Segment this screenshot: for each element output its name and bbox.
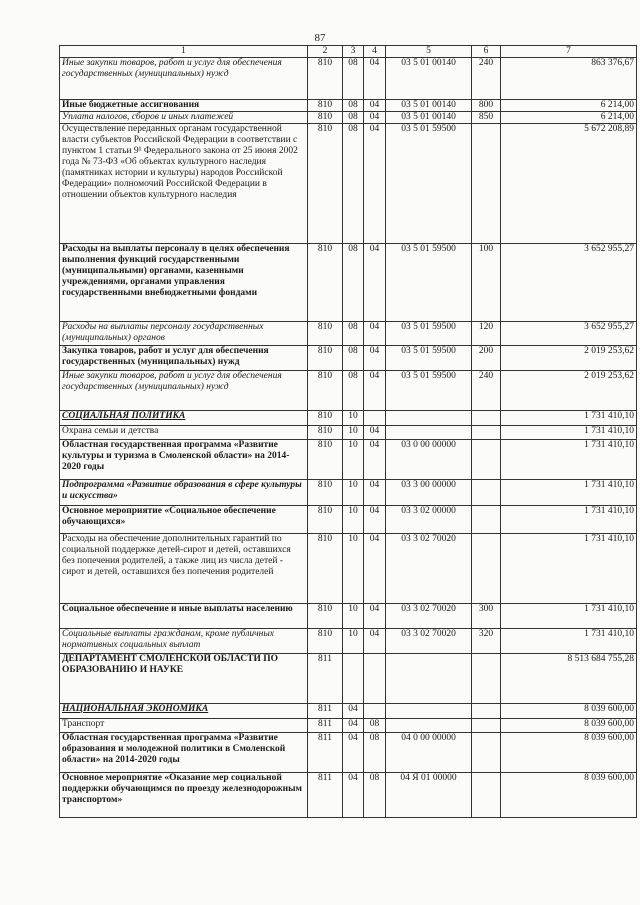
cell-target-article: 03 5 01 59500 bbox=[386, 244, 472, 322]
cell-subsection bbox=[364, 704, 386, 719]
cell-section: 04 bbox=[343, 719, 364, 733]
column-header: 1 bbox=[60, 46, 308, 58]
cell-expense-type bbox=[472, 411, 501, 426]
cell-subsection bbox=[364, 411, 386, 426]
cell-amount: 1 731 410,10 bbox=[501, 604, 637, 629]
cell-amount: 1 731 410,10 bbox=[501, 534, 637, 604]
cell-grbs: 810 bbox=[308, 604, 343, 629]
cell-subsection: 04 bbox=[364, 480, 386, 506]
cell-expense-type bbox=[472, 506, 501, 534]
cell-expense-type bbox=[472, 440, 501, 480]
table-row bbox=[60, 426, 637, 440]
cell-target-article: 03 3 02 70020 bbox=[386, 629, 472, 654]
cell-expense-type: 240 bbox=[472, 371, 501, 411]
table-row bbox=[60, 112, 637, 124]
cell-amount: 8 039 600,00 bbox=[501, 719, 637, 733]
row-name: СОЦИАЛЬНАЯ ПОЛИТИКА bbox=[60, 411, 308, 426]
cell-section: 08 bbox=[343, 58, 364, 100]
cell-expense-type: 100 bbox=[472, 244, 501, 322]
cell-target-article: 03 5 01 59500 bbox=[386, 371, 472, 411]
cell-amount: 1 731 410,10 bbox=[501, 426, 637, 440]
cell-target-article: 03 3 02 70020 bbox=[386, 604, 472, 629]
cell-section: 10 bbox=[343, 411, 364, 426]
cell-section: 08 bbox=[343, 322, 364, 346]
cell-grbs: 811 bbox=[308, 733, 343, 773]
cell-grbs: 810 bbox=[308, 322, 343, 346]
cell-target-article: 03 3 00 00000 bbox=[386, 480, 472, 506]
cell-section: 08 bbox=[343, 244, 364, 322]
cell-expense-type: 800 bbox=[472, 100, 501, 112]
cell-grbs: 811 bbox=[308, 704, 343, 719]
cell-grbs: 811 bbox=[308, 773, 343, 818]
table-row bbox=[60, 244, 637, 322]
row-name: Расходы на обеспечение дополнительных гарантий по социальной поддержке детей-сирот и детей, оставшихся без попечения родителей, а также лиц из числа детей - сирот и детей, оставшихся без попечения родителей bbox=[60, 534, 308, 604]
row-name: Расходы на выплаты персоналу в целях обеспечения выполнения функций государственными (муниципальными) органами, казенными учреждениями, органами управления государственными внебюджетными фондами bbox=[60, 244, 308, 322]
row-name: Подпрограмма «Развитие образования в сфере культуры и искусства» bbox=[60, 480, 308, 506]
cell-subsection: 04 bbox=[364, 506, 386, 534]
cell-amount: 3 652 955,27 bbox=[501, 322, 637, 346]
row-name: ДЕПАРТАМЕНТ СМОЛЕНСКОЙ ОБЛАСТИ ПО ОБРАЗОВАНИЮ И НАУКЕ bbox=[60, 654, 308, 704]
cell-expense-type bbox=[472, 534, 501, 604]
cell-target-article: 03 5 01 00140 bbox=[386, 100, 472, 112]
cell-section: 04 bbox=[343, 733, 364, 773]
row-name: Социальные выплаты гражданам, кроме публичных нормативных социальных выплат bbox=[60, 629, 308, 654]
cell-target-article: 04 Я 01 00000 bbox=[386, 773, 472, 818]
cell-subsection: 04 bbox=[364, 629, 386, 654]
cell-target-article bbox=[386, 411, 472, 426]
cell-subsection: 04 bbox=[364, 604, 386, 629]
cell-section: 08 bbox=[343, 124, 364, 244]
column-header: 4 bbox=[364, 46, 386, 58]
cell-subsection: 04 bbox=[364, 244, 386, 322]
row-name: НАЦИОНАЛЬНАЯ ЭКОНОМИКА bbox=[60, 704, 308, 719]
cell-target-article bbox=[386, 654, 472, 704]
cell-target-article: 03 3 02 00000 bbox=[386, 506, 472, 534]
column-header: 5 bbox=[386, 46, 472, 58]
table-row bbox=[60, 773, 637, 818]
cell-amount: 1 731 410,10 bbox=[501, 629, 637, 654]
cell-section: 08 bbox=[343, 371, 364, 411]
cell-amount: 1 731 410,10 bbox=[501, 411, 637, 426]
cell-target-article: 03 5 01 00140 bbox=[386, 112, 472, 124]
cell-section: 10 bbox=[343, 480, 364, 506]
row-name: Социальное обеспечение и иные выплаты населению bbox=[60, 604, 308, 629]
cell-grbs: 810 bbox=[308, 58, 343, 100]
cell-section: 08 bbox=[343, 100, 364, 112]
table-row bbox=[60, 346, 637, 371]
cell-section: 10 bbox=[343, 506, 364, 534]
column-header: 6 bbox=[472, 46, 501, 58]
cell-grbs: 810 bbox=[308, 480, 343, 506]
cell-subsection: 04 bbox=[364, 322, 386, 346]
cell-expense-type bbox=[472, 733, 501, 773]
cell-grbs: 810 bbox=[308, 346, 343, 371]
table-row bbox=[60, 629, 637, 654]
table-row bbox=[60, 411, 637, 426]
table-row bbox=[60, 654, 637, 704]
cell-subsection: 04 bbox=[364, 112, 386, 124]
cell-expense-type bbox=[472, 426, 501, 440]
cell-subsection: 04 bbox=[364, 440, 386, 480]
cell-grbs: 811 bbox=[308, 654, 343, 704]
cell-grbs: 810 bbox=[308, 426, 343, 440]
row-name: Иные закупки товаров, работ и услуг для обеспечения государственных (муниципальных) нужд bbox=[60, 58, 308, 100]
row-name: Охрана семьи и детства bbox=[60, 426, 308, 440]
cell-expense-type bbox=[472, 719, 501, 733]
cell-expense-type bbox=[472, 704, 501, 719]
table-header-row bbox=[60, 46, 637, 58]
cell-target-article: 03 5 01 59500 bbox=[386, 346, 472, 371]
cell-target-article: 03 0 00 00000 bbox=[386, 440, 472, 480]
cell-amount: 8 039 600,00 bbox=[501, 704, 637, 719]
cell-target-article: 03 5 01 00140 bbox=[386, 58, 472, 100]
cell-target-article bbox=[386, 426, 472, 440]
row-name: Иные закупки товаров, работ и услуг для обеспечения государственных (муниципальных) нужд bbox=[60, 371, 308, 411]
cell-section: 10 bbox=[343, 629, 364, 654]
cell-subsection: 04 bbox=[364, 124, 386, 244]
row-name: Иные бюджетные ассигнования bbox=[60, 100, 308, 112]
cell-target-article: 04 0 00 00000 bbox=[386, 733, 472, 773]
column-header: 2 bbox=[308, 46, 343, 58]
cell-expense-type: 200 bbox=[472, 346, 501, 371]
table-row bbox=[60, 534, 637, 604]
cell-subsection: 08 bbox=[364, 719, 386, 733]
cell-amount: 8 039 600,00 bbox=[501, 773, 637, 818]
cell-grbs: 810 bbox=[308, 534, 343, 604]
row-name: Осуществление переданных органам государственной власти субъектов Российской Федерации в соответствии с пунктом 1 статьи 9¹ Федерального закона от 25 июня 2002 года № 73-ФЗ «Об объектах культурного наследия (памятниках истории и культуры) народов Российской Федерации» полномочий Российской Федерации в отношении объектов культурного наследия bbox=[60, 124, 308, 244]
row-name: Областная государственная программа «Развитие образования и молодежной политики в Смоленской области» на 2014-2020 годы bbox=[60, 733, 308, 773]
cell-section: 10 bbox=[343, 426, 364, 440]
cell-expense-type: 850 bbox=[472, 112, 501, 124]
cell-grbs: 810 bbox=[308, 371, 343, 411]
column-header: 3 bbox=[343, 46, 364, 58]
cell-amount: 6 214,00 bbox=[501, 112, 637, 124]
table-row bbox=[60, 719, 637, 733]
cell-expense-type bbox=[472, 480, 501, 506]
cell-section bbox=[343, 654, 364, 704]
cell-amount: 5 672 208,89 bbox=[501, 124, 637, 244]
column-header: 7 bbox=[501, 46, 637, 58]
cell-grbs: 810 bbox=[308, 411, 343, 426]
cell-target-article: 03 3 02 70020 bbox=[386, 534, 472, 604]
row-name: Областная государственная программа «Развитие культуры и туризма в Смоленской области» на 2014-2020 годы bbox=[60, 440, 308, 480]
table-row bbox=[60, 506, 637, 534]
row-name: Транспорт bbox=[60, 719, 308, 733]
cell-section: 10 bbox=[343, 440, 364, 480]
cell-subsection: 04 bbox=[364, 346, 386, 371]
table-row bbox=[60, 604, 637, 629]
cell-grbs: 811 bbox=[308, 719, 343, 733]
cell-amount: 3 652 955,27 bbox=[501, 244, 637, 322]
table-row bbox=[60, 371, 637, 411]
cell-section: 04 bbox=[343, 773, 364, 818]
cell-amount: 2 019 253,62 bbox=[501, 371, 637, 411]
cell-amount: 8 039 600,00 bbox=[501, 733, 637, 773]
table-row bbox=[60, 440, 637, 480]
table-row bbox=[60, 322, 637, 346]
cell-section: 08 bbox=[343, 346, 364, 371]
cell-subsection: 04 bbox=[364, 58, 386, 100]
cell-expense-type bbox=[472, 124, 501, 244]
cell-amount: 1 731 410,10 bbox=[501, 506, 637, 534]
cell-amount: 1 731 410,10 bbox=[501, 480, 637, 506]
cell-grbs: 810 bbox=[308, 100, 343, 112]
cell-target-article: 03 5 01 59500 bbox=[386, 124, 472, 244]
cell-section: 10 bbox=[343, 604, 364, 629]
cell-expense-type bbox=[472, 654, 501, 704]
cell-grbs: 810 bbox=[308, 124, 343, 244]
cell-subsection: 04 bbox=[364, 426, 386, 440]
cell-amount: 1 731 410,10 bbox=[501, 440, 637, 480]
cell-target-article: 03 5 01 59500 bbox=[386, 322, 472, 346]
cell-amount: 6 214,00 bbox=[501, 100, 637, 112]
page-number: 87 bbox=[314, 32, 326, 44]
cell-expense-type: 320 bbox=[472, 629, 501, 654]
table-row bbox=[60, 733, 637, 773]
row-name: Расходы на выплаты персоналу государственных (муниципальных) органов bbox=[60, 322, 308, 346]
table-row bbox=[60, 704, 637, 719]
cell-section: 08 bbox=[343, 112, 364, 124]
row-name: Основное мероприятие «Социальное обеспечение обучающихся» bbox=[60, 506, 308, 534]
cell-subsection: 04 bbox=[364, 534, 386, 604]
budget-table bbox=[59, 45, 637, 818]
cell-section: 10 bbox=[343, 534, 364, 604]
cell-expense-type bbox=[472, 773, 501, 818]
cell-expense-type: 300 bbox=[472, 604, 501, 629]
cell-amount: 8 513 684 755,28 bbox=[501, 654, 637, 704]
cell-subsection: 08 bbox=[364, 773, 386, 818]
cell-subsection bbox=[364, 654, 386, 704]
cell-subsection: 04 bbox=[364, 371, 386, 411]
table-row bbox=[60, 124, 637, 244]
cell-grbs: 810 bbox=[308, 244, 343, 322]
cell-subsection: 04 bbox=[364, 100, 386, 112]
cell-amount: 863 376,67 bbox=[501, 58, 637, 100]
table-row bbox=[60, 100, 637, 112]
cell-expense-type: 120 bbox=[472, 322, 501, 346]
cell-section: 04 bbox=[343, 704, 364, 719]
table-row bbox=[60, 480, 637, 506]
row-name: Уплата налогов, сборов и иных платежей bbox=[60, 112, 308, 124]
cell-grbs: 810 bbox=[308, 506, 343, 534]
table-row bbox=[60, 58, 637, 100]
row-name: Основное мероприятие «Оказание мер социальной поддержки обучающимся по проезду железнодорожным транспортом» bbox=[60, 773, 308, 818]
cell-grbs: 810 bbox=[308, 112, 343, 124]
cell-subsection: 08 bbox=[364, 733, 386, 773]
cell-grbs: 810 bbox=[308, 629, 343, 654]
cell-target-article bbox=[386, 704, 472, 719]
cell-grbs: 810 bbox=[308, 440, 343, 480]
row-name: Закупка товаров, работ и услуг для обеспечения государственных (муниципальных) нужд bbox=[60, 346, 308, 371]
cell-expense-type: 240 bbox=[472, 58, 501, 100]
cell-target-article bbox=[386, 719, 472, 733]
cell-amount: 2 019 253,62 bbox=[501, 346, 637, 371]
